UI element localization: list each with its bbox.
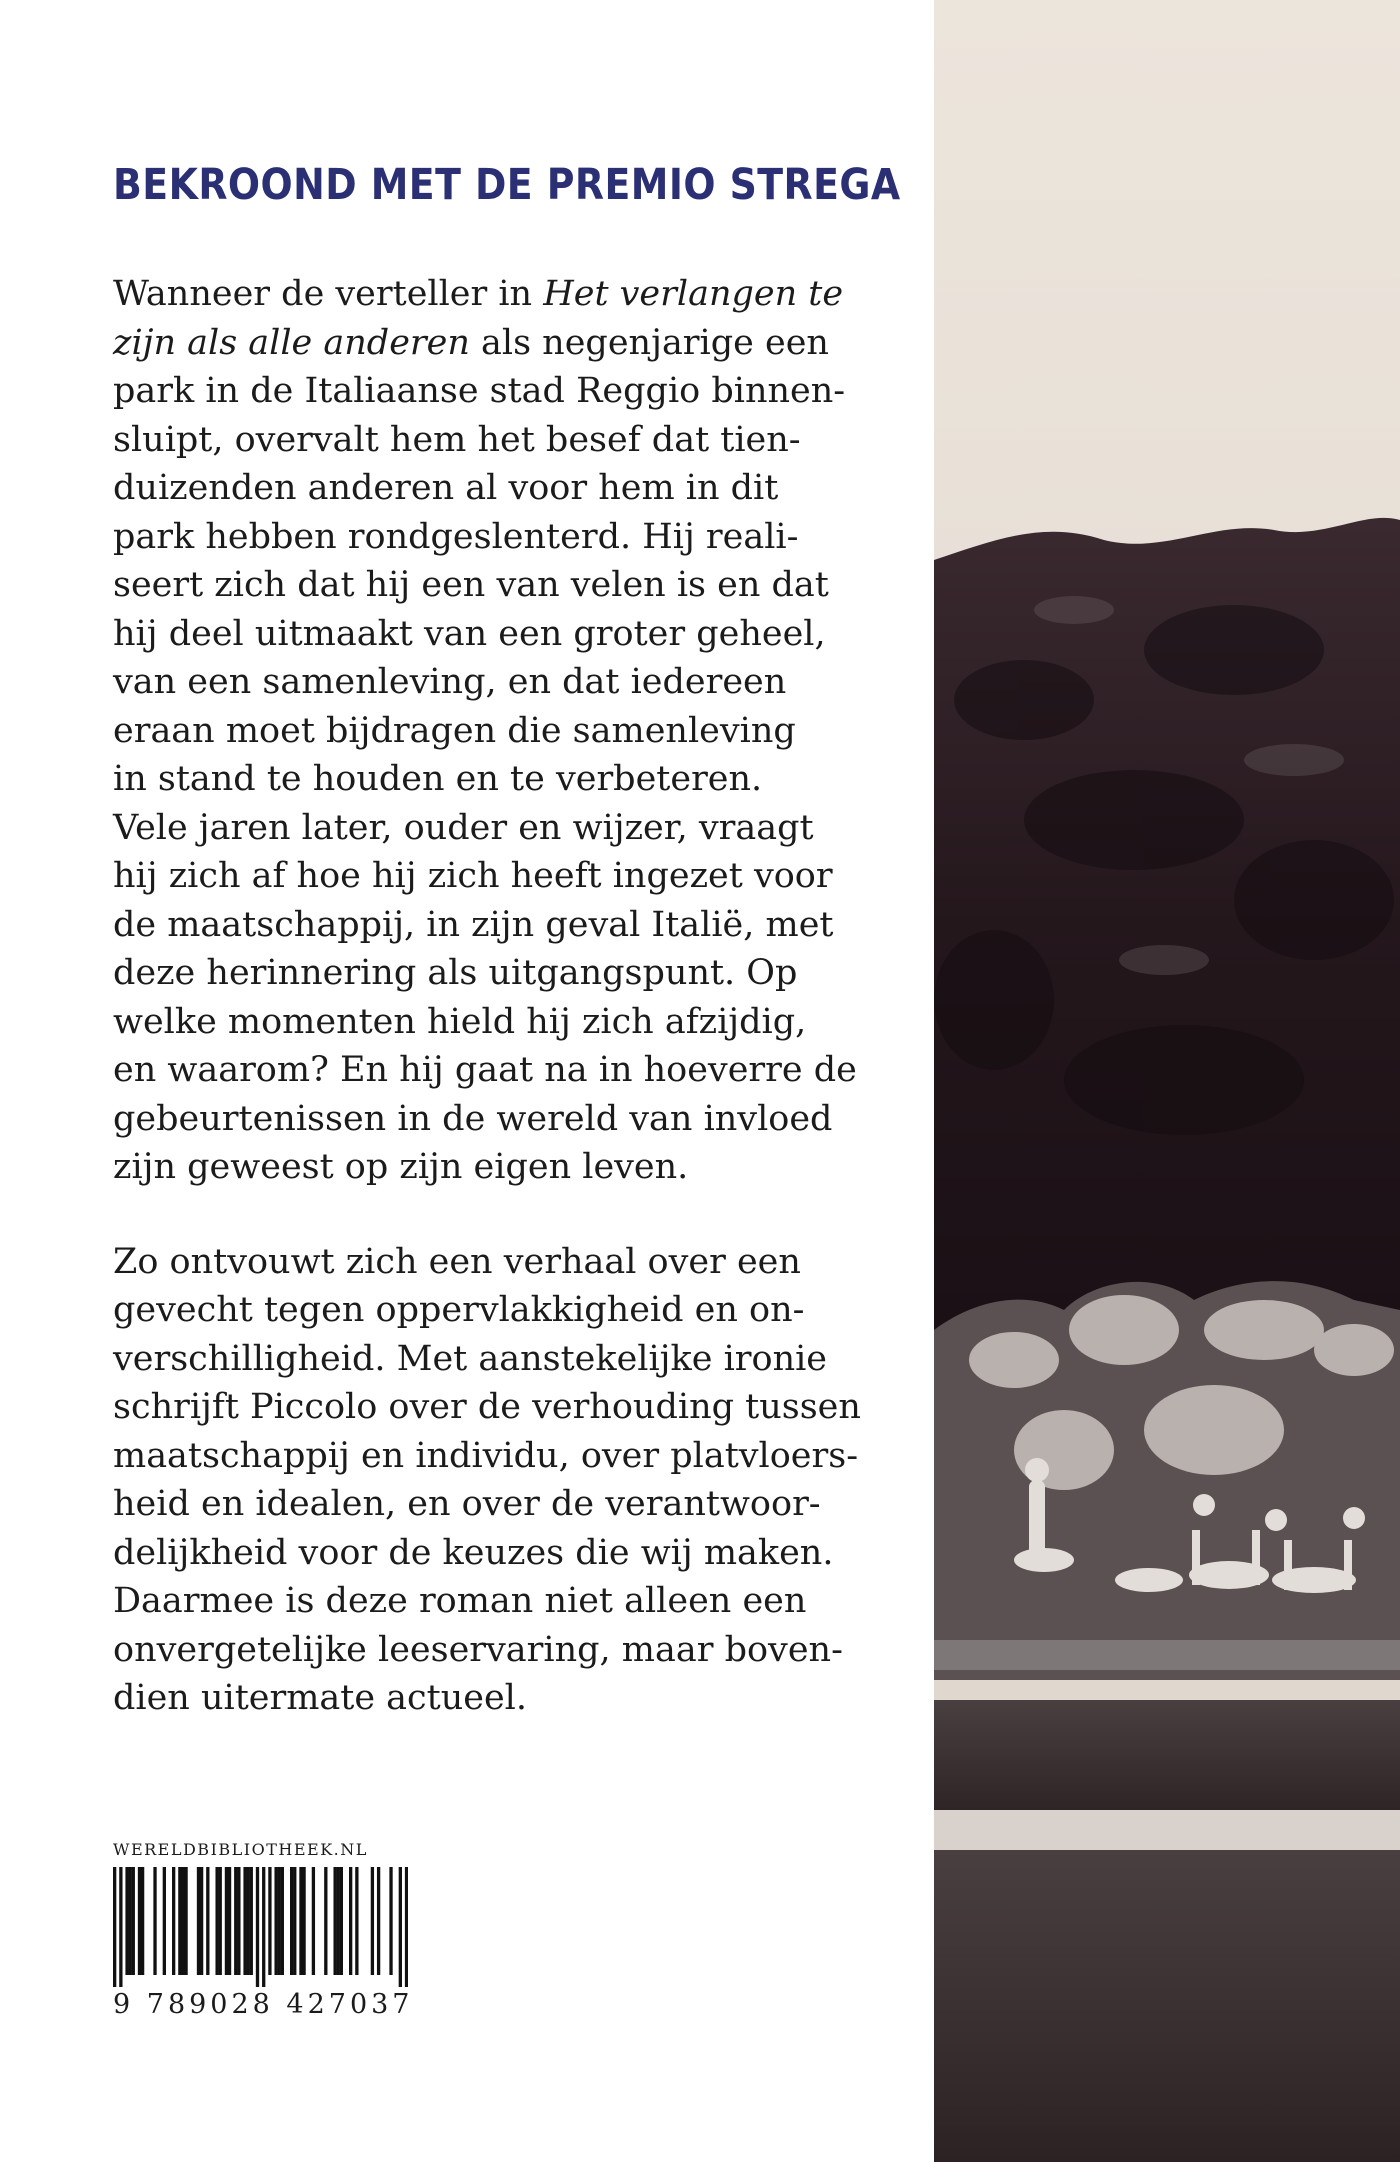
text-run: hij deel uitmaakt van een groter geheel, [113,613,826,654]
text-run: de maatschappij, in zijn geval Italië, met [113,904,834,945]
barcode-bar [312,1867,315,1975]
text-run: delijkheid voor de keuzes die wij maken. [113,1532,834,1573]
barcode-bar [250,1867,253,1975]
barcode-bar [141,1867,144,1975]
barcode-bar [119,1867,122,1987]
text-run: park in de Italiaanse stad Reggio binnen- [113,371,846,411]
barcode-bar [281,1867,284,1975]
barcode-bar [206,1867,209,1975]
text-line [113,464,913,513]
barcode-bar [163,1867,166,1975]
barcode-bar [302,1867,305,1975]
text-line [113,367,913,416]
text-run: gebeurtenissen in de wereld van invloed [113,1098,833,1139]
text-line [113,1238,913,1287]
text-line [113,658,913,707]
text-run: als negenjarige een [469,322,829,363]
barcode-bar [290,1867,293,1975]
barcode-bar [293,1867,296,1975]
barcode-bar [399,1867,402,1987]
barcode-bar [129,1867,132,1975]
barcode-bar [132,1867,135,1975]
text-run: en waarom? En hij gaat na in hoeverre de [113,1050,857,1090]
publisher-url: WERELDBIBLIOTHEEK.NL [113,1840,368,1859]
text-line [113,416,913,465]
text-line [113,949,913,998]
cover-photo-fountain [934,0,1400,2162]
barcode-bar [247,1867,250,1975]
barcode-bar [371,1867,374,1975]
book-title-italic: zijn als alle anderen [113,322,470,363]
back-cover-text [113,160,913,1723]
barcode-bar [268,1867,271,1975]
text-run: Zo ontvouwt zich een verhaal over een [113,1241,801,1282]
barcode-bar [355,1867,358,1975]
text-line [113,270,913,319]
text-line [113,1335,913,1384]
barcode-bar [299,1867,302,1975]
text-line [113,1383,913,1432]
barcode-bar [200,1867,203,1975]
barcode-bar [278,1867,281,1975]
blurb-paragraph-2 [113,1238,913,1723]
text-run: gevecht tegen oppervlakkigheid en on- [113,1290,805,1330]
text-run: onvergetelijke leeservaring, maar boven- [113,1629,843,1670]
barcode-bar [274,1867,277,1975]
text-run: in stand te houden en te verbeteren. [113,759,763,799]
text-run: verschilligheid. Met aanstekelijke ironie [113,1338,828,1379]
text-run: Wanneer de verteller in [113,274,544,314]
text-line [113,1286,913,1335]
barcode-bar [389,1867,392,1975]
text-line [113,319,913,368]
text-run: heid en idealen, en over de verantwoor- [113,1484,821,1524]
text-line [113,1674,913,1723]
isbn-barcode [113,1867,408,1987]
barcode-bar [172,1867,175,1975]
text-line [113,755,913,804]
barcode-bar [181,1867,184,1975]
barcode-bar [243,1867,246,1975]
text-line [113,1432,913,1481]
text-run: welke momenten hield hij zich afzijdig, [113,1001,807,1042]
barcode-bar [138,1867,141,1975]
book-title-italic: Het verlangen te [543,274,844,314]
barcode-bar [349,1867,352,1975]
barcode-bar [262,1867,265,1987]
barcode-bar [215,1867,218,1975]
text-line [113,1480,913,1529]
text-run: schrijft Piccolo over de verhouding tussen [113,1387,861,1427]
isbn-number: 9 789028 427037 [113,1989,414,2020]
text-run: van een samenleving, en dat iedereen [113,662,787,702]
text-run: seert zich dat hij een van velen is en dat [113,565,829,605]
barcode-bar [153,1867,156,1975]
text-line [113,998,913,1047]
text-line [113,513,913,562]
barcode-bar [377,1867,380,1975]
barcode-bar [337,1867,340,1975]
text-line [113,804,913,853]
text-run: maatschappij en individu, over platvloers- [113,1435,859,1476]
text-line [113,561,913,610]
text-line [113,1095,913,1144]
barcode-bar [197,1867,200,1975]
barcode-bar [184,1867,187,1975]
text-run: eraan moet bijdragen die samenleving [113,710,796,751]
barcode-bar [256,1867,259,1987]
text-line [113,1577,913,1626]
text-line [113,901,913,950]
barcode-bar [228,1867,231,1975]
barcode-bar [234,1867,237,1975]
text-line [113,707,913,756]
text-line [113,1046,913,1095]
barcode-bar [225,1867,228,1975]
barcode-bar [324,1867,327,1975]
barcode-bar [340,1867,343,1975]
text-run: duizenden anderen al voor hem in dit [113,468,779,508]
text-run: dien uitermate actueel. [113,1678,528,1718]
barcode-bar [113,1867,116,1987]
barcode-bar [333,1867,336,1975]
barcode-bar [219,1867,222,1975]
text-line [113,852,913,901]
blurb-paragraph-1 [113,270,913,1192]
text-run: park hebben rondgeslenterd. Hij reali- [113,516,799,557]
text-run: sluipt, overvalt hem het besef dat tien- [113,419,801,460]
text-line [113,610,913,659]
text-line [113,1143,913,1192]
barcode-bar [178,1867,181,1975]
barcode-bar [237,1867,240,1975]
barcode-bar [125,1867,128,1975]
text-run: hij zich af hoe hij zich heeft ingezet voor [113,856,833,896]
text-run: deze herinnering als uitgangspunt. Op [113,953,798,993]
barcode-bar [405,1867,408,1987]
award-headline: BEKROOND MET DE PREMIO STREGA [113,160,901,210]
blurb [113,270,913,1723]
text-run: zijn geweest op zijn eigen leven. [113,1147,689,1187]
text-run: Daarmee is deze roman niet alleen een [113,1581,807,1621]
text-line [113,1626,913,1675]
barcode-block [113,1840,414,2020]
text-line [113,1529,913,1578]
text-run: Vele jaren later, ouder en wijzer, vraagt [113,807,814,848]
